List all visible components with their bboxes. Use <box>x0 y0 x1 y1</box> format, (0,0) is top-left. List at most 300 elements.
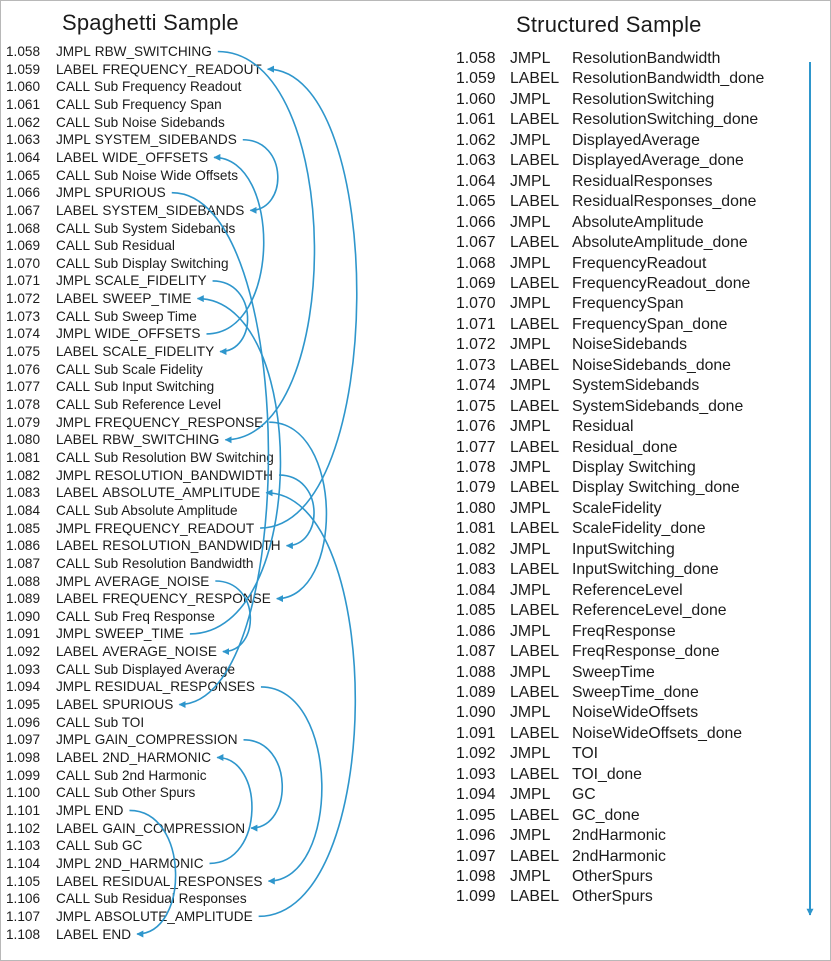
structured-line-argument: Residual <box>572 418 634 436</box>
spaghetti-line-keyword: CALL <box>56 449 91 465</box>
spaghetti-line-argument: SWEEP_TIME <box>102 291 192 307</box>
structured-line <box>456 357 731 375</box>
spaghetti-line <box>6 697 173 712</box>
spaghetti-line <box>6 609 215 624</box>
spaghetti-line-argument: Sub Noise Wide Offsets <box>94 167 239 183</box>
spaghetti-line-keyword: JMPL <box>56 626 91 642</box>
spaghetti-line-argument: AVERAGE_NOISE <box>102 644 217 660</box>
structured-line <box>456 398 743 416</box>
structured-line-number: 1.062 <box>456 131 496 149</box>
spaghetti-line <box>6 62 262 77</box>
spaghetti-line <box>6 450 274 465</box>
spaghetti-line-number: 1.090 <box>6 608 41 624</box>
structured-line-number: 1.082 <box>456 540 496 558</box>
spaghetti-line-number: 1.059 <box>6 61 41 77</box>
spaghetti-line-number: 1.093 <box>6 661 41 677</box>
spaghetti-line-argument: Sub Display Switching <box>94 255 229 271</box>
structured-line-number: 1.081 <box>456 520 496 538</box>
structured-line-argument: GC <box>572 786 596 804</box>
structured-line-argument: SystemSidebands <box>572 377 700 395</box>
spaghetti-line-number: 1.088 <box>6 573 41 589</box>
structured-line-argument: Display Switching <box>572 459 696 476</box>
structured-line-argument: ResolutionSwitching <box>572 90 715 108</box>
structured-line-keyword: JMPL <box>510 90 551 108</box>
structured-line <box>456 479 740 497</box>
spaghetti-line-argument: FREQUENCY_RESPONSE <box>102 591 271 607</box>
structured-line-argument: ResidualResponses_done <box>572 193 757 211</box>
spaghetti-line-keyword: CALL <box>56 785 91 801</box>
spaghetti-line-argument: FREQUENCY_READOUT <box>94 520 255 536</box>
spaghetti-line <box>6 821 245 836</box>
spaghetti-line-keyword: JMPL <box>56 44 91 59</box>
spaghetti-line <box>6 715 144 730</box>
structured-line <box>456 193 756 211</box>
structured-line-number: 1.075 <box>456 397 496 415</box>
structured-line <box>456 500 662 518</box>
structured-line-keyword: JMPL <box>510 499 551 517</box>
spaghetti-line-keyword: LABEL <box>56 149 99 165</box>
structured-line-number: 1.093 <box>456 765 496 783</box>
spaghetti-line-keyword: CALL <box>56 891 91 907</box>
spaghetti-line-number: 1.084 <box>6 502 41 518</box>
spaghetti-line-number: 1.086 <box>6 538 41 554</box>
spaghetti-line-keyword: CALL <box>56 397 91 412</box>
spaghetti-line-number: 1.100 <box>6 785 41 801</box>
spaghetti-line-number: 1.077 <box>6 379 41 395</box>
structured-line-number: 1.077 <box>456 438 496 456</box>
structured-line-keyword: LABEL <box>510 888 560 906</box>
structured-line-keyword: JMPL <box>510 540 551 558</box>
spaghetti-line-number: 1.102 <box>6 820 41 836</box>
structured-line <box>456 868 653 886</box>
spaghetti-line-keyword: CALL <box>56 838 91 854</box>
structured-line-argument: FreqResponse_done <box>572 643 720 661</box>
structured-line <box>456 336 687 354</box>
spaghetti-line-argument: 2ND_HARMONIC <box>102 750 212 765</box>
spaghetti-line-number: 1.081 <box>6 449 41 465</box>
structured-line-keyword: LABEL <box>510 765 560 783</box>
structured-line <box>456 70 764 88</box>
structured-line-keyword: JMPL <box>510 418 551 436</box>
spaghetti-line-argument: Sub Reference Level <box>94 397 221 412</box>
spaghetti-line-number: 1.094 <box>6 679 41 695</box>
spaghetti-line <box>6 291 191 306</box>
spaghetti-line-keyword: CALL <box>56 555 91 571</box>
spaghetti-line <box>6 626 184 641</box>
structured-line-keyword: LABEL <box>510 806 560 824</box>
spaghetti-line-argument: ABSOLUTE_AMPLITUDE <box>94 908 253 924</box>
structured-line-number: 1.066 <box>456 213 496 231</box>
spaghetti-line-number: 1.062 <box>6 114 41 130</box>
spaghetti-line-number: 1.070 <box>6 255 41 271</box>
structured-line <box>456 275 750 293</box>
spaghetti-line <box>6 538 281 553</box>
spaghetti-line-number: 1.066 <box>6 185 41 201</box>
spaghetti-line-keyword: JMPL <box>56 520 91 536</box>
spaghetti-line-argument: Sub GC <box>94 838 143 854</box>
structured-line <box>456 173 713 191</box>
structured-line-argument: FrequencyReadout_done <box>572 274 751 292</box>
structured-line <box>456 541 675 559</box>
structured-line-argument: InputSwitching <box>572 540 675 558</box>
structured-line-argument: FrequencySpan <box>572 295 684 313</box>
spaghetti-line-keyword: CALL <box>56 114 91 130</box>
spaghetti-line-keyword: JMPL <box>56 326 91 342</box>
spaghetti-line-keyword: LABEL <box>56 344 99 360</box>
structured-line-argument: SweepTime_done <box>572 683 699 701</box>
structured-line-keyword: LABEL <box>510 479 560 497</box>
structured-line-keyword: LABEL <box>510 315 560 333</box>
structured-line <box>456 745 598 763</box>
structured-line-argument: ResolutionBandwidth <box>572 50 721 67</box>
spaghetti-line-number: 1.103 <box>6 838 41 854</box>
spaghetti-line <box>6 679 255 694</box>
spaghetti-line-number: 1.079 <box>6 414 41 430</box>
structured-line <box>456 848 666 866</box>
spaghetti-line-argument: END <box>102 926 132 942</box>
structured-line-argument: FreqResponse <box>572 622 676 640</box>
spaghetti-line <box>6 185 166 200</box>
spaghetti-line-number: 1.061 <box>6 96 41 112</box>
spaghetti-line <box>6 344 214 359</box>
structured-line-keyword: JMPL <box>510 786 551 804</box>
spaghetti-line <box>6 397 221 412</box>
structured-line-argument: ResolutionSwitching_done <box>572 111 759 129</box>
structured-line-number: 1.091 <box>456 724 496 742</box>
structured-line-argument: Residual_done <box>572 438 678 456</box>
structured-line <box>456 255 706 273</box>
structured-line-keyword: LABEL <box>510 397 560 415</box>
spaghetti-line <box>6 644 217 659</box>
spaghetti-line-argument: RESIDUAL_RESPONSES <box>102 873 263 889</box>
structured-line-number: 1.072 <box>456 336 496 354</box>
structured-line-keyword: JMPL <box>510 377 551 395</box>
structured-line-number: 1.092 <box>456 745 496 763</box>
spaghetti-line-number: 1.101 <box>6 802 41 818</box>
structured-line-keyword: JMPL <box>510 745 551 763</box>
structured-line-argument: NoiseWideOffsets_done <box>572 724 743 742</box>
spaghetti-line-keyword: CALL <box>56 255 91 271</box>
structured-line-keyword: JMPL <box>510 295 551 313</box>
structured-line <box>456 459 696 477</box>
structured-line-number: 1.061 <box>456 111 496 129</box>
structured-line <box>456 91 714 109</box>
spaghetti-line-number: 1.104 <box>6 855 41 871</box>
spaghetti-line <box>6 768 207 783</box>
spaghetti-line-keyword: JMPL <box>56 573 91 589</box>
structured-line-number: 1.080 <box>456 499 496 517</box>
spaghetti-line-number: 1.107 <box>6 908 41 924</box>
structured-line-keyword: LABEL <box>510 561 560 579</box>
structured-line-number: 1.094 <box>456 786 496 804</box>
structured-line-argument: 2ndHarmonic <box>572 847 666 865</box>
structured-line-number: 1.085 <box>456 602 496 620</box>
spaghetti-line-number: 1.064 <box>6 149 41 165</box>
structured-line-argument: ReferenceLevel_done <box>572 602 727 620</box>
spaghetti-line-keyword: LABEL <box>56 291 99 307</box>
spaghetti-line <box>6 362 203 377</box>
structured-line <box>456 807 640 825</box>
structured-line-keyword: LABEL <box>510 602 560 620</box>
structured-sample-title: Structured Sample <box>516 12 702 37</box>
structured-line-keyword: JMPL <box>510 131 551 149</box>
structured-line <box>456 520 705 538</box>
spaghetti-line <box>6 221 235 236</box>
spaghetti-line <box>6 432 219 447</box>
spaghetti-line-keyword: LABEL <box>56 202 99 218</box>
structured-line-argument: DisplayedAverage <box>572 131 700 149</box>
structured-line-number: 1.097 <box>456 847 496 865</box>
spaghetti-line-keyword: CALL <box>56 379 91 395</box>
spaghetti-line-keyword: CALL <box>56 79 91 95</box>
spaghetti-line-keyword: LABEL <box>56 432 99 448</box>
structured-line-argument: ReferenceLevel <box>572 581 683 599</box>
structured-line <box>456 418 633 436</box>
structured-line-number: 1.063 <box>456 152 496 170</box>
spaghetti-line-number: 1.071 <box>6 273 41 289</box>
structured-line <box>456 582 683 600</box>
spaghetti-line-keyword: LABEL <box>56 644 99 660</box>
spaghetti-line-keyword: LABEL <box>56 873 99 889</box>
spaghetti-line <box>6 132 237 147</box>
structured-line <box>456 152 744 170</box>
structured-line-number: 1.078 <box>456 459 496 476</box>
spaghetti-line-number: 1.075 <box>6 344 41 360</box>
structured-line-number: 1.079 <box>456 479 496 497</box>
spaghetti-line-keyword: CALL <box>56 608 91 624</box>
spaghetti-line <box>6 485 260 500</box>
structured-line-keyword: LABEL <box>510 643 560 661</box>
spaghetti-line-keyword: JMPL <box>56 132 91 148</box>
spaghetti-line <box>6 44 212 59</box>
structured-line-argument: ScaleFidelity_done <box>572 520 706 538</box>
spaghetti-line <box>6 732 238 747</box>
spaghetti-line <box>6 803 123 818</box>
structured-line-number: 1.069 <box>456 274 496 292</box>
structured-line-argument: 2ndHarmonic <box>572 827 666 845</box>
structured-line-argument: NoiseSidebands <box>572 336 688 354</box>
structured-line-keyword: LABEL <box>510 274 560 292</box>
spaghetti-line-argument: Sub Frequency Span <box>94 96 222 112</box>
structured-line-keyword: LABEL <box>510 193 560 211</box>
structured-line-number: 1.068 <box>456 254 496 272</box>
structured-line-keyword: LABEL <box>510 683 560 701</box>
spaghetti-line-keyword: CALL <box>56 661 91 677</box>
spaghetti-line <box>6 97 222 112</box>
structured-line-keyword: JMPL <box>510 581 551 599</box>
structured-line <box>456 561 719 579</box>
spaghetti-line-argument: Sub Displayed Average <box>94 661 236 677</box>
structured-line-argument: ResidualResponses <box>572 172 713 190</box>
structured-line-argument: TOI <box>572 745 599 763</box>
spaghetti-line-number: 1.063 <box>6 132 41 148</box>
spaghetti-line-keyword: CALL <box>56 767 91 783</box>
spaghetti-line <box>6 574 209 589</box>
spaghetti-line-argument: RBW_SWITCHING <box>102 432 220 448</box>
structured-line <box>456 704 698 722</box>
spaghetti-line-keyword: LABEL <box>56 926 99 942</box>
spaghetti-line-number: 1.099 <box>6 767 41 783</box>
structured-line <box>456 214 704 232</box>
spaghetti-line-argument: SYSTEM_SIDEBANDS <box>94 132 237 148</box>
structured-line-number: 1.071 <box>456 315 496 333</box>
spaghetti-line-keyword: CALL <box>56 167 91 183</box>
structured-line <box>456 643 720 661</box>
structured-line-number: 1.058 <box>456 50 496 67</box>
structured-line <box>456 377 699 395</box>
spaghetti-line-number: 1.095 <box>6 697 41 713</box>
spaghetti-line <box>6 556 253 571</box>
structured-line-argument: ScaleFidelity <box>572 499 662 517</box>
spaghetti-line-number: 1.060 <box>6 79 41 95</box>
structured-line <box>456 132 700 150</box>
structured-line <box>456 725 742 743</box>
spaghetti-sample-title: Spaghetti Sample <box>62 10 239 35</box>
spaghetti-line <box>6 238 175 253</box>
structured-line <box>456 50 720 68</box>
spaghetti-line <box>6 379 214 394</box>
spaghetti-line-keyword: JMPL <box>56 908 91 924</box>
structured-line-number: 1.067 <box>456 234 496 252</box>
structured-line-argument: InputSwitching_done <box>572 561 719 579</box>
spaghetti-line-argument: Sub Resolution BW Switching <box>94 449 274 465</box>
structured-line-keyword: JMPL <box>510 663 551 681</box>
structured-line-keyword: LABEL <box>510 70 560 88</box>
structured-line-keyword: LABEL <box>510 356 560 374</box>
spaghetti-line-argument: GAIN_COMPRESSION <box>102 820 246 836</box>
structured-line <box>456 295 684 313</box>
spaghetti-line-argument: Sub Other Spurs <box>94 785 196 801</box>
spaghetti-line <box>6 203 244 218</box>
spaghetti-line-argument: Sub Sweep Time <box>94 308 197 324</box>
spaghetti-line <box>6 874 263 889</box>
structured-line-number: 1.088 <box>456 663 496 681</box>
spaghetti-line <box>6 503 238 518</box>
structured-line-keyword: JMPL <box>510 336 551 354</box>
spaghetti-line-argument: ABSOLUTE_AMPLITUDE <box>102 485 261 501</box>
spaghetti-line-number: 1.096 <box>6 714 41 730</box>
structured-line <box>456 111 758 129</box>
spaghetti-line <box>6 838 142 853</box>
structured-line-argument: TOI_done <box>572 765 642 783</box>
structured-line-keyword: JMPL <box>510 213 551 231</box>
spaghetti-line-keyword: JMPL <box>56 802 91 818</box>
structured-line-number: 1.070 <box>456 295 496 313</box>
structured-line-number: 1.096 <box>456 827 496 845</box>
spaghetti-line-number: 1.098 <box>6 750 41 765</box>
spaghetti-line-argument: Sub TOI <box>94 714 145 730</box>
spaghetti-line-keyword: CALL <box>56 502 91 518</box>
spaghetti-line-argument: Sub Noise Sidebands <box>94 114 225 130</box>
structured-line-number: 1.090 <box>456 704 496 722</box>
spaghetti-line-keyword: CALL <box>56 220 91 236</box>
spaghetti-line-argument: Sub Frequency Readout <box>94 79 242 95</box>
spaghetti-line-argument: Sub Residual Responses <box>94 891 247 907</box>
structured-line <box>456 664 655 682</box>
spaghetti-line-number: 1.091 <box>6 626 41 642</box>
spaghetti-line <box>6 415 263 430</box>
structured-line-argument: DisplayedAverage_done <box>572 152 744 170</box>
spaghetti-line <box>6 856 204 871</box>
spaghetti-line-number: 1.072 <box>6 291 41 307</box>
structured-line-argument: OtherSpurs <box>572 868 653 885</box>
spaghetti-line-argument: Sub 2nd Harmonic <box>94 767 207 783</box>
structured-line-argument: SystemSidebands_done <box>572 397 744 415</box>
spaghetti-line-keyword: LABEL <box>56 61 99 77</box>
spaghetti-line-argument: Sub Scale Fidelity <box>94 361 203 377</box>
structured-line-number: 1.074 <box>456 377 496 395</box>
spaghetti-line-number: 1.092 <box>6 644 41 660</box>
spaghetti-line-number: 1.076 <box>6 361 41 377</box>
structured-line-keyword: LABEL <box>510 152 560 170</box>
structured-line <box>456 888 653 906</box>
structured-line-argument: FrequencySpan_done <box>572 315 728 333</box>
structured-line-number: 1.099 <box>456 888 496 906</box>
structured-line-keyword: JMPL <box>510 459 551 476</box>
spaghetti-line-argument: WIDE_OFFSETS <box>102 149 209 165</box>
structured-line-keyword: LABEL <box>510 438 560 456</box>
spaghetti-line-argument: SCALE_FIDELITY <box>102 344 215 360</box>
spaghetti-line <box>6 785 195 800</box>
spaghetti-line-argument: FREQUENCY_RESPONSE <box>94 414 264 430</box>
spaghetti-line-number: 1.069 <box>6 238 41 254</box>
structured-line-keyword: LABEL <box>510 111 560 129</box>
structured-line-argument: Display Switching_done <box>572 479 740 497</box>
spaghetti-line-argument: WIDE_OFFSETS <box>94 326 201 342</box>
structured-line-keyword: JMPL <box>510 827 551 845</box>
spaghetti-line-argument: Sub Residual <box>94 238 175 254</box>
spaghetti-line <box>6 115 225 130</box>
structured-line <box>456 623 676 641</box>
structured-line-argument: OtherSpurs <box>572 888 653 906</box>
structured-line-number: 1.076 <box>456 418 496 436</box>
structured-line-number: 1.083 <box>456 561 496 579</box>
structured-line <box>456 439 677 457</box>
structured-line-argument: ResolutionBandwidth_done <box>572 70 765 88</box>
spaghetti-line-argument: AVERAGE_NOISE <box>94 573 210 589</box>
spaghetti-line <box>6 150 208 165</box>
structured-line-argument: AbsoluteAmplitude <box>572 213 704 231</box>
spaghetti-line-argument: Sub Input Switching <box>94 379 215 395</box>
structured-line-argument: GC_done <box>572 806 640 824</box>
spaghetti-line-keyword: CALL <box>56 361 91 377</box>
spaghetti-line-keyword: JMPL <box>56 273 91 289</box>
spaghetti-line-number: 1.080 <box>6 432 41 448</box>
spaghetti-line-keyword: JMPL <box>56 732 91 748</box>
spaghetti-line-keyword: LABEL <box>56 697 99 713</box>
spaghetti-line <box>6 168 238 183</box>
structured-line-number: 1.065 <box>456 193 496 211</box>
spaghetti-line <box>6 591 271 606</box>
structured-line-number: 1.086 <box>456 622 496 640</box>
structured-line <box>456 827 666 845</box>
spaghetti-line-argument: Sub Absolute Amplitude <box>94 502 238 518</box>
structured-line-keyword: JMPL <box>510 254 551 272</box>
structured-line-number: 1.087 <box>456 643 496 661</box>
structured-line <box>456 786 596 804</box>
structured-line-number: 1.098 <box>456 868 496 885</box>
spaghetti-line-argument: RESOLUTION_BANDWIDTH <box>94 467 273 483</box>
spaghetti-line-argument: RBW_SWITCHING <box>94 44 212 59</box>
spaghetti-line-number: 1.085 <box>6 520 41 536</box>
spaghetti-line <box>6 256 229 271</box>
spaghetti-line-keyword: LABEL <box>56 820 99 836</box>
spaghetti-line-number: 1.097 <box>6 732 41 748</box>
spaghetti-line-argument: END <box>94 802 124 818</box>
spaghetti-line <box>6 326 201 341</box>
structured-line-keyword: LABEL <box>510 520 560 538</box>
structured-line-number: 1.064 <box>456 172 496 190</box>
